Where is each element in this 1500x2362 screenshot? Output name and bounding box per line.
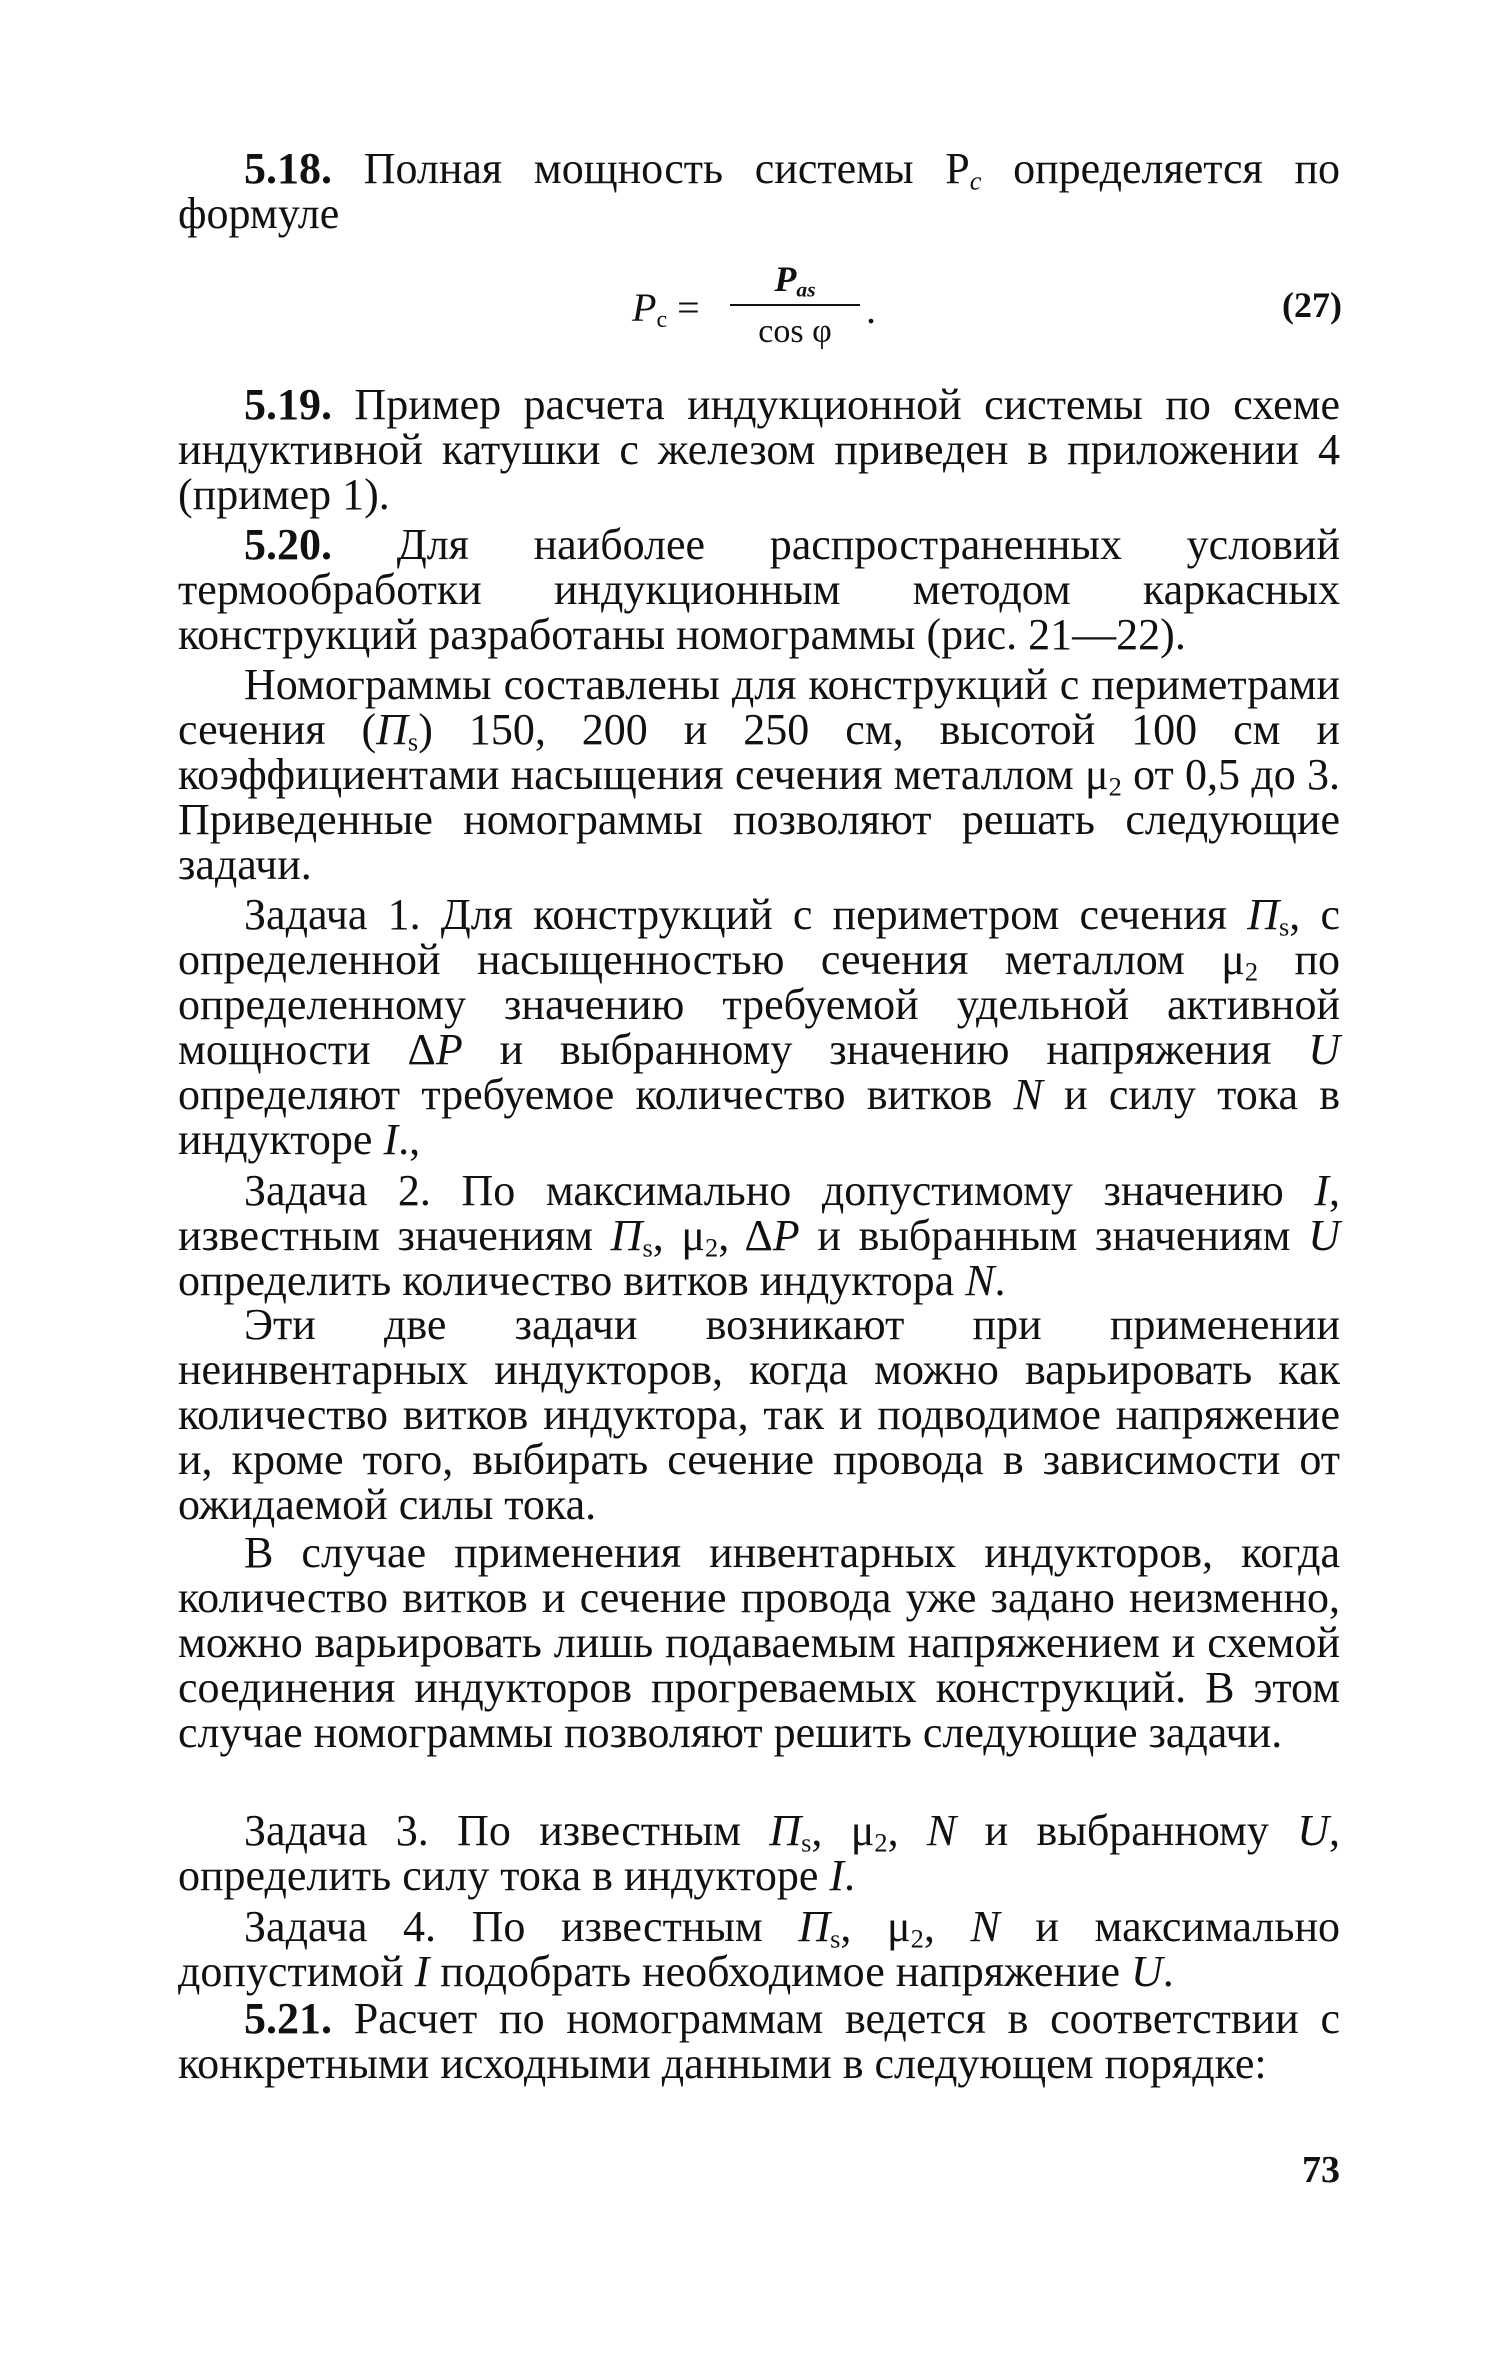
paragraph-text: Расчет по номограммам ведется в соответствии с конкретными исходными данными в следующем порядке: [178,1994,1341,2088]
paragraph-text: Для наиболее распространенных условий термообработки индукционным методом каркасных конструкций разработаны номограммы (рис. 21—22). [178,520,1340,659]
fraction-bar [730,304,860,306]
formula-period: . [866,287,876,332]
paragraph-text: Пример расчета индукционной системы по схеме индуктивной катушки с железом приведен в приложении 4 (пример 1). [178,380,1340,519]
formula-lhs: $P_c$ = [632,285,700,333]
paragraph-5-18 [178,146,1340,236]
section-number: 5.20. [244,520,332,569]
section-number: 5.18. [244,144,332,193]
subscript: c [969,165,982,196]
formula-27 [560,258,940,368]
paragraph-task-4: Задача 4. По известным $П_s$, $\mu_2$, N и максимально допустимой I подобрать необходимое напряжение U. [178,1902,1341,1996]
paragraph-5-20 [178,522,1340,657]
paragraph-inventory-inductors: В случае применения инвентарных индукторов, когда количество витков и сечение провода уже задано неизменно, можно варьировать лишь подаваемым напряжением и схемой соединения индукторов прогреваемых конструкций. В этом случае номограммы позволяют решить следующие задачи. [178,1528,1340,1757]
section-number: 5.21. [244,1994,332,2043]
formula-denominator: cos φ [758,313,832,350]
paragraph-5-21 [178,1996,1340,2086]
paragraph-task-2: Задача 2. По максимально допустимому значению I, известным значениям $П_s$, $\mu_2$, ΔP и выбранным значениям U определить количество витков индуктора N. [178,1166,1340,1305]
formula-numerator: $P_{as}$ [774,259,816,302]
formula-fraction [730,258,860,352]
paragraph-text-continued: определяется по формуле [178,144,1341,238]
paragraph-text: Полная мощность системы P [363,144,970,193]
paragraph-task-3: Задача 3. По известным $П_s$, $\mu_2$, N и выбранному U, определить силу тока в индукторе I. [178,1806,1341,1900]
equation-number: (27) [1282,285,1342,325]
paragraph-task-1: Задача 1. Для конструкций с периметром сечения $П_s$, с определенной насыщенностью сечения металлом $\mu_2$ по определенному значению требуемой удельной активной мощности ΔP и выбранному значению напряжения U определяют требуемое количество витков N и силу тока в индукторе I., [178,890,1341,1164]
paragraph-5-19 [178,382,1340,517]
paragraph-two-tasks: Эти две задачи возникают при применении неинвентарных индукторов, когда можно варьировать как количество витков индуктора, так и подводимое напряжение и, кроме того, выбирать сечение провода в зависимости от ожидаемой силы тока. [178,1300,1340,1529]
page-number: 73 [1302,2149,1340,2191]
section-number: 5.19. [244,380,332,429]
paragraph-nomograms: Номограммы составлены для конструкций с периметрами сечения $(П_s)$ 150, 200 и 250 см, высотой 100 см и коэффициентами насыщения сечения металлом $\mu_2$ от 0,5 до 3. Приведенные номограммы позволяют решать следующие задачи. [178,660,1340,889]
